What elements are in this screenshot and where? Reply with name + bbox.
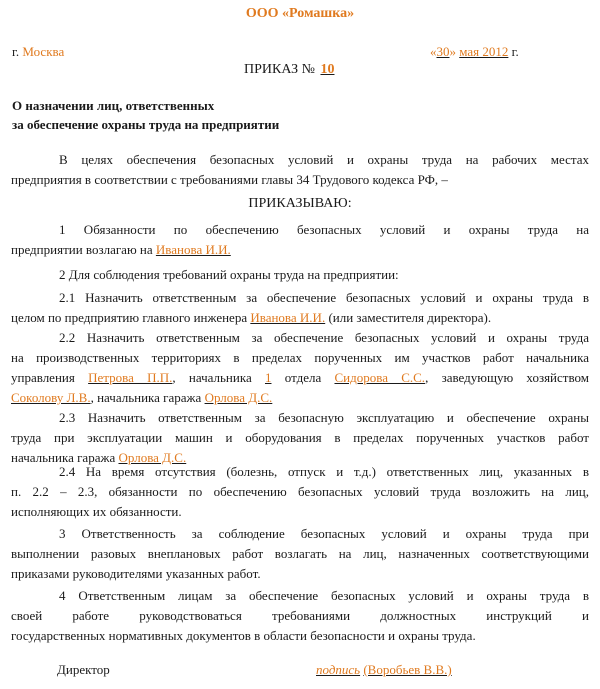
clause-2: 2 Для соблюдения требований охраны труда на предприятии: (59, 267, 399, 282)
clause-1-line-2: предприятии возлагаю на Иванова И.И. (11, 242, 231, 257)
clause-4-line-3: государственных нормативных документов в области безопасности и охраны труда. (11, 628, 476, 643)
city-prefix: г. (12, 44, 20, 59)
clause-2-3-line-3: начальника гаража Орлова Д.С. (11, 450, 187, 465)
clause-2-3 (11, 408, 589, 468)
subject-line-1: О назначении лиц, ответственных (12, 98, 215, 113)
clause-3-line-3: приказами руководителями указанных работ. (11, 566, 261, 581)
clause-2-2-line-3: управления Петрова П.П., начальника 1 отдела Сидорова С.С., заведующую хозяйством (11, 370, 589, 385)
clause-2-1 (11, 288, 589, 328)
clause-4-line-2: своей работе руководствоваться требованиями должностных инструкций и (11, 608, 589, 623)
intro-line-1: В целях обеспечения безопасных условий и охраны труда на рабочих местах (59, 152, 589, 167)
person-sokolova: Соколову Л.В. (11, 390, 91, 405)
date-month-year: мая 2012 (459, 44, 509, 59)
clause-3-line-2: выполнении разовых внеплановых работ возлагать на лиц, назначенных соответствующими (11, 546, 589, 561)
date-day: 30 (436, 44, 450, 59)
clause-2-4 (11, 462, 589, 522)
clause-2-3-line-2: труда при эксплуатации машин и оборудования в пределах порученных участков работ (11, 430, 589, 445)
date-close-quote: » (449, 44, 456, 59)
person-petrov: Петрова П.П. (88, 370, 173, 385)
person-sidorov: Сидорова С.С. (334, 370, 426, 385)
order-number: 10 (320, 62, 335, 77)
order-heading (244, 62, 342, 78)
clause-2-2-line-2: на производственных территориях в пределах порученных им участков работ начальника (11, 350, 589, 365)
clause-3 (11, 524, 589, 584)
signature-title: Директор (57, 662, 110, 677)
company-name: ООО «Ромашка» (245, 6, 355, 21)
intro-line-2: предприятия в соответствии с требованиями главы 34 Трудового кодекса РФ, – (11, 172, 448, 187)
intro-paragraph (11, 150, 589, 190)
clause-2-4-line-1: 2.4 На время отсутствия (болезнь, отпуск и т.д.) ответственных лиц, указанных в (59, 464, 589, 479)
order-date (430, 44, 519, 60)
chief-engineer-ivanov: Иванова И.И. (250, 310, 326, 325)
clause-2-2-line-4: Соколову Л.В., начальника гаража Орлова Д.С. (11, 390, 273, 405)
clause-4 (11, 586, 589, 646)
subject-line-2: за обеспечение охраны труда на предприятии (12, 117, 280, 132)
date-open-quote: « (430, 44, 437, 59)
clause-3-line-1: 3 Ответственность за соблюдение безопасных условий и охраны труда при (59, 526, 589, 541)
signature-block (316, 662, 452, 678)
clause-2-2 (11, 328, 589, 408)
order-number-field (318, 62, 342, 78)
signature-name: (Воробьев В.В.) (363, 662, 452, 677)
department-number: 1 (264, 370, 272, 385)
clause-1-line-1: 1 Обязанности по обеспечению безопасных условий и охраны труда на (59, 222, 589, 237)
order-subject (12, 96, 279, 134)
clause-2-3-line-1: 2.3 Назначить ответственным за безопасную эксплуатацию и обеспечение охраны (59, 410, 589, 425)
clause-2-4-line-2: п. 2.2 – 2.3, обязанности по обеспечению безопасных условий труда возложить на лиц, (11, 484, 589, 499)
clause-4-line-1: 4 Ответственным лицам за обеспечение безопасных условий и охраны труда в (59, 588, 589, 603)
clause-2-1-line-2: целом по предприятию главного инженера Иванова И.И. (или заместителя директора). (11, 310, 492, 325)
city-name: Москва (22, 44, 65, 59)
date-suffix: г. (511, 44, 519, 59)
signature-mark: подпись (316, 662, 361, 677)
clause-2-1-line-1: 2.1 Назначить ответственным за обеспечение безопасных условий и охраны труда в (59, 290, 589, 305)
clause-2-4-line-3: исполняющих их обязанности. (11, 504, 182, 519)
order-word: ПРИКАЗЫВАЮ: (248, 196, 352, 211)
clause-2-2-line-1: 2.2 Назначить ответственным за обеспечение безопасных условий и охраны труда (59, 330, 589, 345)
clause-1 (11, 220, 589, 260)
city-line (12, 44, 64, 60)
responsible-person-ivanov: Иванова И.И. (155, 242, 231, 257)
person-orlov: Орлова Д.С. (204, 390, 273, 405)
order-title: ПРИКАЗ № (244, 62, 315, 77)
garage-head-orlov: Орлова Д.С. (118, 450, 187, 465)
